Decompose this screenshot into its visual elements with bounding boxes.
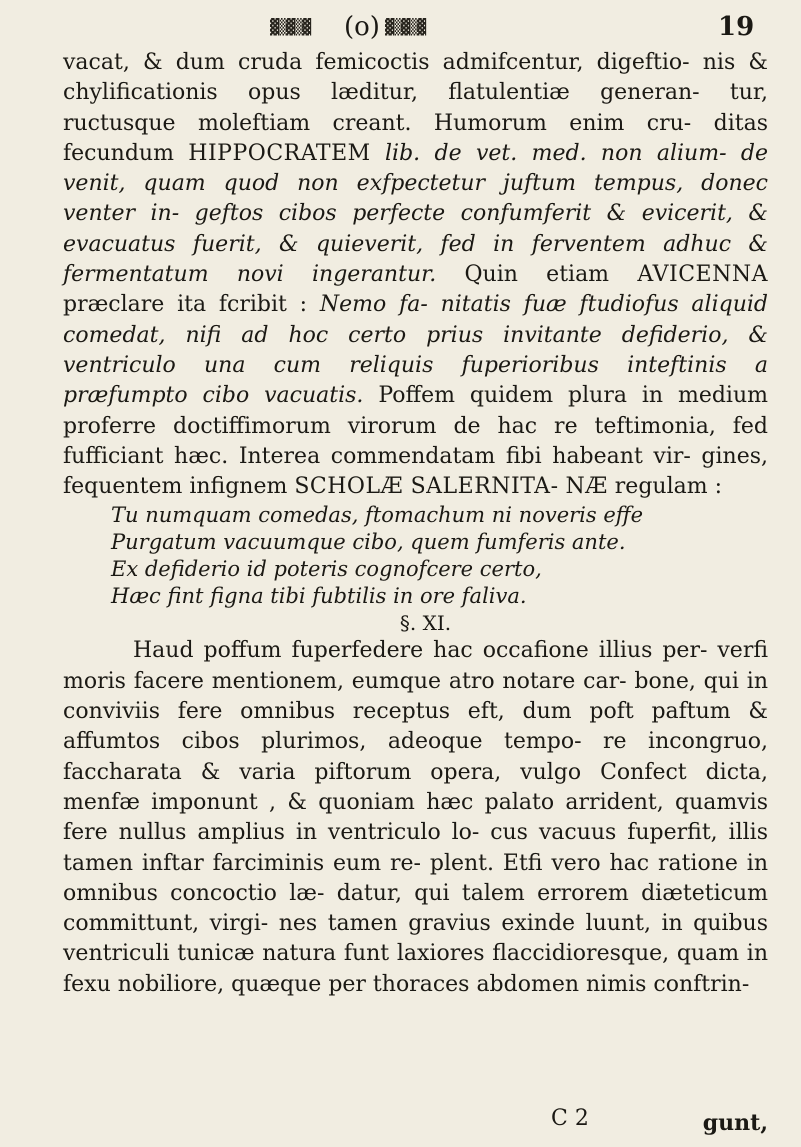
text-line: gines, fequentem infignem	[63, 443, 769, 500]
quotation-line: defiderio, & ventriculo una cum reliquis fuperioribus inteftinis a	[63, 322, 768, 378]
verse-line: Ex defiderio id poteris cognofcere certo,	[111, 557, 542, 582]
quotation-line: nitatis fuæ ftudiofus aliquid comedat, nifi ad hoc certo prius invitante	[63, 292, 768, 348]
author-name-hippocrates: HIPPOCRATEM	[188, 140, 371, 166]
text-line: nobiliore, quæque per thoraces abdomen nimis conftrin-	[117, 971, 750, 997]
text-line: plent. Etfi vero hac ratione in omnibus concoctio læ-	[63, 850, 768, 906]
text-line: proferre doctiffimorum virorum de hac re teftimonia, fed	[63, 413, 768, 439]
citation-text: lib. de vet. med. non alium-	[370, 140, 727, 166]
text-line: bone, qui in conviviis fere omnibus receptus eft, dum	[63, 668, 768, 725]
quotation-line: geftos cibos perfecte confumferit & evicerit, & evacuatus fuerit, &	[63, 201, 768, 257]
text-line: tunicæ natura funt laxiores flaccidioresque, quam in fexu	[63, 941, 768, 997]
header-ornament-left: ▓▒▓▒▓	[270, 18, 311, 36]
text-line: verfi moris facere mentionem, eumque atro notare car-	[63, 638, 769, 694]
page-footer	[63, 1105, 768, 1135]
main-text	[63, 48, 768, 1000]
signature-mark: C 2	[551, 1106, 589, 1131]
text-line: re incongruo, faccharata & varia piftorum opera, vulgo	[63, 729, 768, 785]
text-line: Quin etiam	[464, 262, 638, 288]
text-line: præclare ita fcribit :	[63, 292, 320, 318]
header-ornament-right: ▓▒▓▒▓	[385, 18, 426, 36]
text-line: ditas fecundum	[63, 110, 769, 166]
quotation-start: Nemo fa-	[319, 292, 428, 318]
verse-line: Hæc fint figna tibi fubtilis in ore faliva.	[111, 584, 527, 609]
quotation-line: de venit, quam quod non exfpectetur juftum tempus, donec venter in-	[63, 140, 768, 227]
text-line: dicta, menfæ imponunt , & quoniam hæc palato	[63, 759, 768, 815]
text-line: Poffem quidem plura in medium	[363, 383, 768, 409]
text-line: Haud poffum fuperfedere hac occafione illius per-	[133, 638, 708, 664]
text-line: vacat, & dum cruda femicoctis admifcentur, digeftio-	[63, 50, 690, 75]
catchword: gunt,	[702, 1110, 768, 1136]
section-heading: §. XI.	[399, 611, 452, 636]
verse-line: Purgatum vacuumque cibo, quem fumferis ante.	[111, 530, 626, 555]
page-header	[40, 8, 760, 48]
text-line: cus vacuus fuperfit, illis tamen inftar farciminis eum re-	[63, 820, 768, 876]
school-name: SCHOLÆ SALERNITA-	[294, 474, 559, 500]
text-line: nis & chylificationis opus læditur, flatulentiæ generan-	[63, 50, 768, 106]
quotation-line: quieverit, fed in ferventem adhuc & fermentatum novi ingerantur.	[63, 231, 768, 288]
text-line: fufficiant hæc. Interea commendatam fibi habeant vir-	[63, 443, 691, 469]
quotation-end: præfumpto cibo vacuatis.	[63, 383, 364, 409]
text-line: regulam :	[607, 474, 722, 500]
paragraph-confectionery	[63, 636, 768, 1000]
verse-line: Tu numquam comedas, ftomachum ni noveris effe	[111, 503, 644, 528]
salerno-verse	[63, 502, 768, 610]
text-line: arrident, quamvis fere nullus amplius in ventriculo lo-	[63, 789, 768, 846]
school-name-end: NÆ	[565, 474, 608, 500]
page-number: 19	[718, 12, 755, 42]
text-line: tur, ructusque moleftiam creant. Humorum enim cru-	[63, 80, 768, 136]
paragraph-digestion	[63, 48, 768, 502]
author-name-avicenna: AVICENNA	[637, 262, 768, 288]
blackletter-word: Confect	[600, 759, 687, 785]
header-section-mark: (o)	[344, 12, 380, 42]
text-line: poft paftum & affumtos cibos plurimos, adeoque tempo-	[63, 699, 768, 755]
text-line: nes tamen gravius exinde luunt, in quibus ventriculi	[63, 911, 768, 967]
text-line: datur, qui talem errorem diæteticum committunt, virgi-	[63, 880, 768, 937]
